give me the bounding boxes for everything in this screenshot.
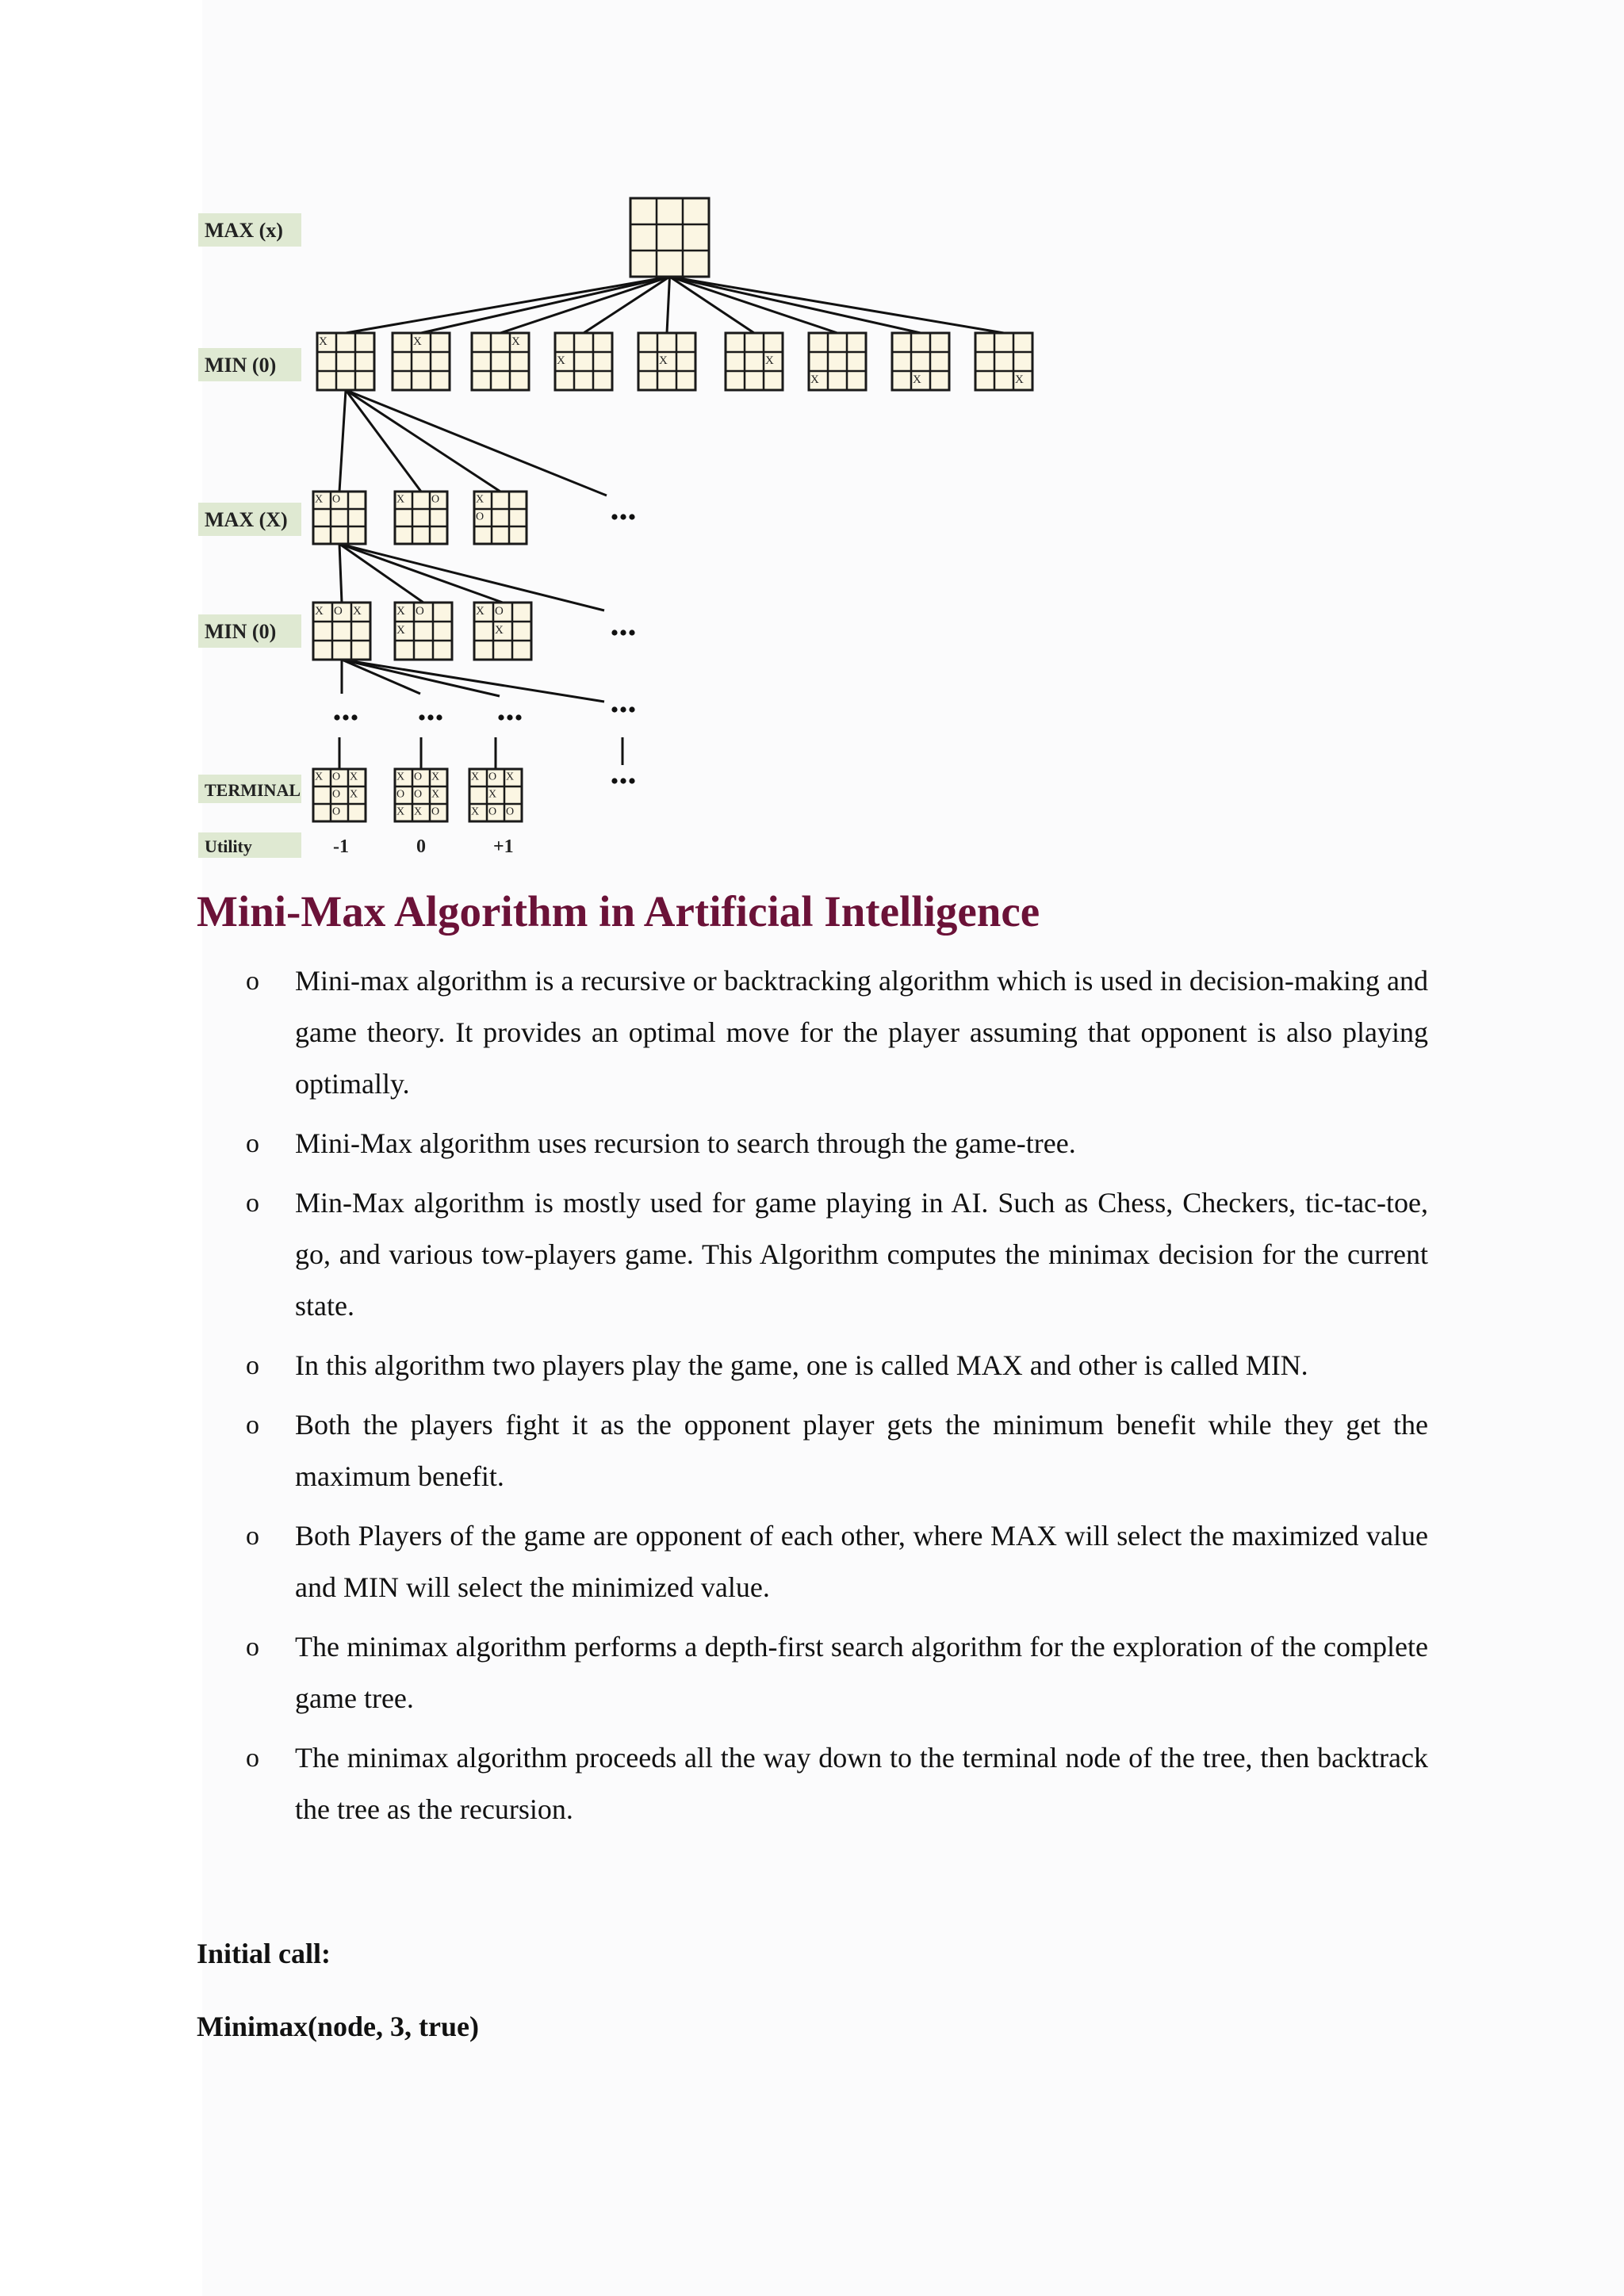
board-mark: X xyxy=(431,771,440,783)
board-mark: X xyxy=(396,493,405,506)
dot xyxy=(334,714,339,720)
dot xyxy=(611,706,617,712)
board-mark: X xyxy=(319,335,327,348)
tree-edge xyxy=(339,544,342,603)
board-mark: O xyxy=(495,604,504,618)
board-mark: X xyxy=(396,604,405,618)
board-mark: X xyxy=(659,354,668,367)
dot xyxy=(620,778,626,783)
list-item-text: Mini-Max algorithm uses recursion to search through the game-tree. xyxy=(295,1127,1076,1159)
board-mark: O xyxy=(332,806,341,818)
board-mark: X xyxy=(506,771,515,783)
board-mark: X xyxy=(765,354,774,367)
dot xyxy=(620,706,626,712)
dot xyxy=(620,629,626,635)
bullet-marker: o xyxy=(246,1743,259,1773)
tree-edge xyxy=(346,390,500,492)
minimax-game-tree-figure xyxy=(190,182,1063,864)
board-mark: X xyxy=(495,623,504,637)
dot xyxy=(611,514,617,519)
tree-edge xyxy=(421,277,670,333)
board-mark: O xyxy=(431,806,440,818)
board-mark: X xyxy=(431,788,440,801)
list-item xyxy=(197,1177,1428,1332)
board-mark: X xyxy=(488,788,497,801)
level-label: TERMINAL xyxy=(205,780,301,800)
list-item xyxy=(197,1510,1428,1613)
board-frame xyxy=(472,333,529,390)
board xyxy=(313,769,366,821)
board-mark: X xyxy=(471,806,480,818)
board xyxy=(393,333,450,390)
list-item xyxy=(197,1732,1428,1835)
board-mark: X xyxy=(414,806,423,818)
tree-edge xyxy=(346,277,670,333)
minimax-call-text: Minimax(node, 3, true) xyxy=(197,2011,479,2042)
board-mark: X xyxy=(810,373,819,386)
list-item-text: In this algorithm two players play the game, one is called MAX and other is called MIN. xyxy=(295,1349,1308,1381)
board-mark: X xyxy=(471,771,480,783)
board-mark: X xyxy=(413,335,422,348)
tree-edge xyxy=(667,277,670,333)
board xyxy=(313,492,366,544)
dot xyxy=(419,714,424,720)
board-mark: X xyxy=(913,373,921,386)
board-mark: X xyxy=(315,493,324,506)
dot xyxy=(611,629,617,635)
board-frame xyxy=(975,333,1032,390)
tic-tac-toe-boards xyxy=(313,198,1032,821)
dot xyxy=(629,706,634,712)
list-item-text: Mini-max algorithm is a recursive or backtracking algorithm which is used in decision-making and game theory. It provides an optimal move for the player assuming that opponent is also playing optimally. xyxy=(295,965,1428,1100)
board-mark: X xyxy=(511,335,520,348)
tree-edge xyxy=(670,277,921,333)
dot xyxy=(507,714,512,720)
board-mark: X xyxy=(350,771,358,783)
level-label: MIN (0) xyxy=(205,620,277,643)
list-item xyxy=(197,1399,1428,1502)
board-mark: O xyxy=(414,788,423,801)
board xyxy=(317,333,374,390)
tree-edge xyxy=(339,544,423,603)
dot xyxy=(515,714,521,720)
page-title: Mini-Max Algorithm in Artificial Intelligence xyxy=(197,887,1040,936)
board-mark: X xyxy=(315,771,324,783)
board-mark: X xyxy=(350,788,358,801)
board-mark: X xyxy=(557,354,565,367)
bullet-marker: o xyxy=(246,1188,259,1218)
tree-edge xyxy=(342,660,500,696)
board-mark: O xyxy=(334,604,343,618)
ellipsis-dots xyxy=(611,629,634,635)
utility-value: 0 xyxy=(416,836,426,857)
dot xyxy=(343,714,348,720)
board xyxy=(395,492,447,544)
list-item xyxy=(197,955,1428,1110)
level-label: MIN (0) xyxy=(205,354,277,377)
board-frame xyxy=(726,333,783,390)
board-mark: X xyxy=(476,493,485,506)
board-mark: X xyxy=(353,604,362,618)
board xyxy=(555,333,612,390)
dot xyxy=(629,778,634,783)
list-item-text: The minimax algorithm proceeds all the way down to the terminal node of the tree, then backtrack the tree as the recursion. xyxy=(295,1742,1428,1825)
tree-edge xyxy=(339,544,503,603)
dot xyxy=(629,514,634,519)
list-item xyxy=(197,1621,1428,1724)
board xyxy=(472,333,529,390)
ellipsis-dots xyxy=(498,714,521,720)
ellipsis-dots xyxy=(611,778,634,783)
board xyxy=(313,603,370,660)
board-mark: X xyxy=(396,623,405,637)
board-mark: O xyxy=(506,806,515,818)
ellipsis-dots xyxy=(419,714,442,720)
board xyxy=(474,603,531,660)
level-label: MAX (x) xyxy=(205,219,283,242)
board-mark: O xyxy=(332,771,341,783)
list-item-text: Both Players of the game are opponent of each other, where MAX will select the maximized value and MIN will select the minimized value. xyxy=(295,1520,1428,1603)
ellipsis-dots xyxy=(611,514,634,519)
level-label: Utility xyxy=(205,836,252,856)
initial-call-label: Initial call: xyxy=(197,1938,331,1969)
board xyxy=(474,492,527,544)
bullet-marker: o xyxy=(246,1351,259,1380)
level-label: MAX (X) xyxy=(205,508,288,531)
board xyxy=(630,198,709,277)
tree-edge xyxy=(670,277,1005,333)
tree-edge xyxy=(670,277,838,333)
dot xyxy=(629,629,634,635)
list-item-text: Both the players fight it as the opponent player gets the minimum benefit while they get the maximum benefit. xyxy=(295,1409,1428,1492)
utility-value: +1 xyxy=(493,836,514,857)
board-mark: X xyxy=(396,806,405,818)
dot xyxy=(351,714,357,720)
ellipsis-dots xyxy=(611,706,634,712)
dot xyxy=(436,714,442,720)
tree-edge xyxy=(500,277,670,333)
tree-edge xyxy=(339,544,604,610)
board-mark: O xyxy=(488,806,497,818)
board-mark: X xyxy=(1015,373,1024,386)
bullet-marker: o xyxy=(246,1521,259,1551)
bullet-marker: o xyxy=(246,966,259,996)
board xyxy=(395,769,447,821)
board-mark: O xyxy=(431,493,440,506)
board-mark: O xyxy=(416,604,424,618)
list-item xyxy=(197,1340,1428,1391)
bullet-marker: o xyxy=(246,1632,259,1662)
board xyxy=(726,333,783,390)
board-mark: X xyxy=(315,604,324,618)
board-mark: O xyxy=(476,511,485,523)
board-mark: O xyxy=(414,771,423,783)
utility-values xyxy=(333,836,514,857)
bullet-marker: o xyxy=(246,1410,259,1440)
list-item xyxy=(197,1118,1428,1169)
bullet-list xyxy=(197,955,1428,1843)
tree-edge xyxy=(342,660,604,702)
dot xyxy=(427,714,433,720)
board-mark: O xyxy=(332,493,341,506)
board xyxy=(469,769,522,821)
board xyxy=(809,333,866,390)
board-mark: X xyxy=(476,604,485,618)
board-mark: O xyxy=(332,788,341,801)
ellipsis-dots xyxy=(334,714,357,720)
dot xyxy=(620,514,626,519)
board xyxy=(975,333,1032,390)
dot xyxy=(611,778,617,783)
board xyxy=(395,603,452,660)
list-item-text: Min-Max algorithm is mostly used for game playing in AI. Such as Chess, Checkers, tic-tac-toe, go, and various tow-players game. This Algorithm computes the minimax decision for the current state. xyxy=(295,1187,1428,1322)
bullet-marker: o xyxy=(246,1129,259,1158)
board-mark: O xyxy=(396,788,405,801)
tree-edge xyxy=(339,390,346,492)
dot xyxy=(498,714,504,720)
board-frame xyxy=(630,198,709,277)
board xyxy=(892,333,949,390)
board xyxy=(638,333,695,390)
board-mark: X xyxy=(396,771,405,783)
utility-value: -1 xyxy=(333,836,349,857)
level-labels xyxy=(198,213,301,858)
list-item-text: The minimax algorithm performs a depth-first search algorithm for the exploration of the complete game tree. xyxy=(295,1631,1428,1714)
board-mark: O xyxy=(488,771,497,783)
